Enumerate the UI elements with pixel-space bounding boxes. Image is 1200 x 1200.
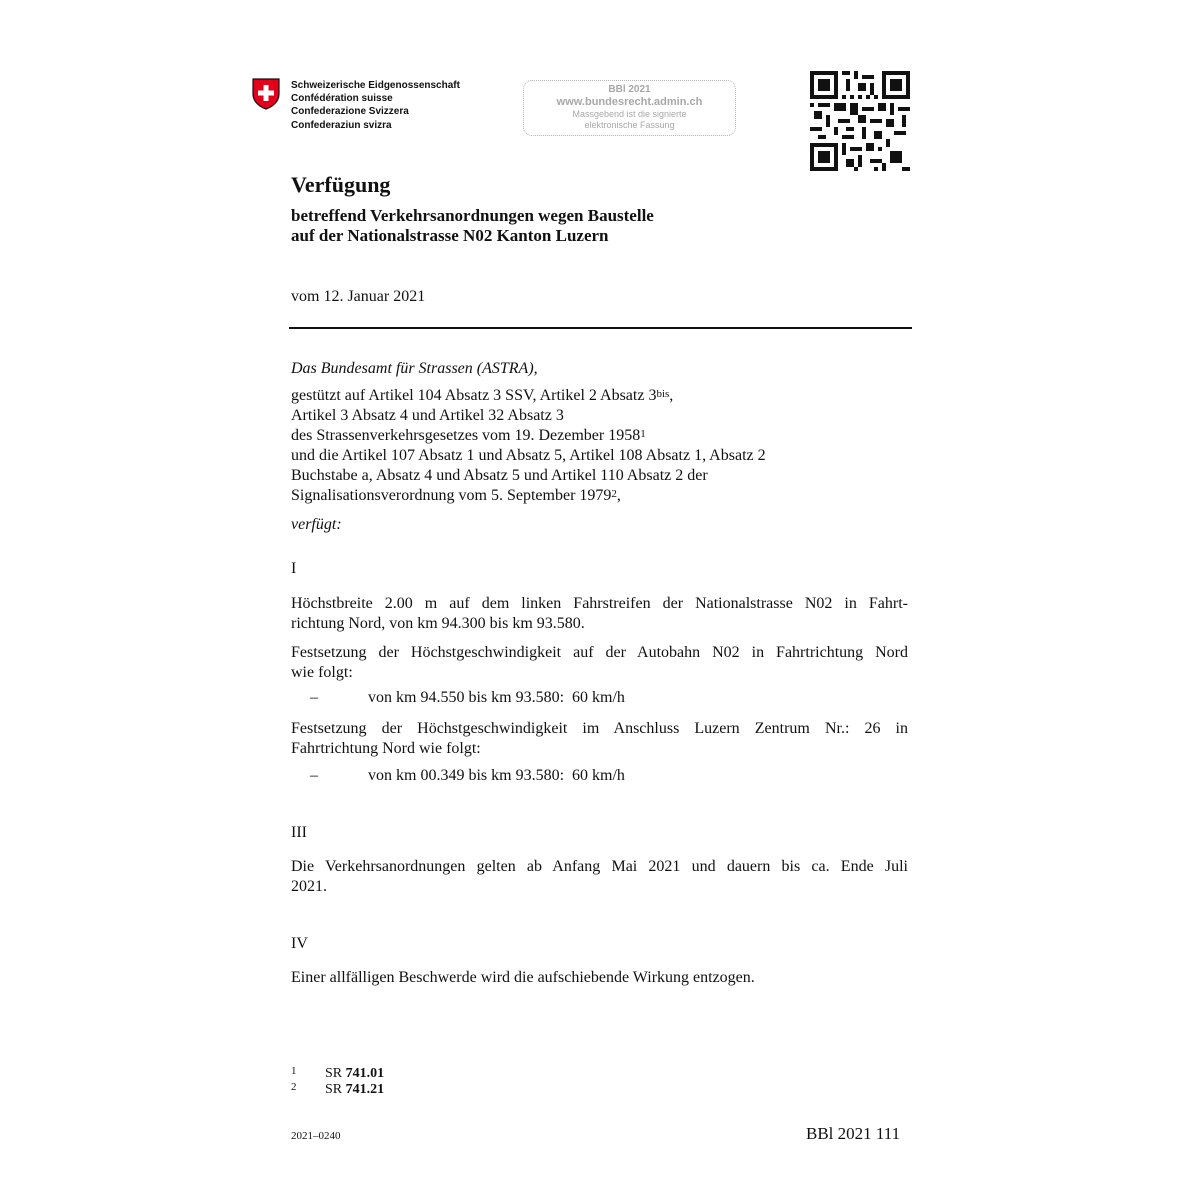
page-reference: BBl 2021 111	[806, 1124, 901, 1143]
footnote-ref-1: 1	[640, 428, 646, 440]
federation-line-de: Schweizerische Eidgenossenschaft	[291, 80, 460, 91]
basis-line-1-comma: ,	[669, 387, 674, 404]
issuing-authority: Das Bundesamt für Strassen (ASTRA),	[291, 360, 538, 377]
footnote-ref: 741.21	[345, 1082, 385, 1097]
publication-stamp	[523, 80, 736, 136]
footnote-text	[325, 1065, 384, 1082]
footnote-text	[325, 1081, 384, 1098]
dash-bullet: –	[310, 689, 318, 706]
basis-line-1-text: gestützt auf Artikel 104 Absatz 3 SSV, Artikel 2 Absatz 3	[291, 387, 657, 404]
footnote-2	[291, 1081, 491, 1098]
section-iv-paragraph: Einer allfälligen Beschwerde wird die aufschiebende Wirkung entzogen.	[291, 969, 755, 986]
federation-line-it: Confederazione Svizzera	[291, 106, 409, 118]
dash-bullet: –	[310, 767, 318, 784]
speed-limit-text-2: von km 00.349 bis km 93.580: 60 km/h	[368, 767, 625, 784]
s1-p3-line-1: Festsetzung der Höchstgeschwindigkeit im Anschluss Luzern Zentrum Nr.: 26 in	[291, 720, 908, 737]
footnote-ref-2: 2	[611, 488, 617, 500]
basis-superscript-bis: bis	[656, 388, 670, 400]
s1-p2-line-1: Festsetzung der Höchstgeschwindigkeit auf der Autobahn N02 in Fahrtrichtung Nord	[291, 644, 908, 661]
subtitle-line-1: betreffend Verkehrsanordnungen wegen Baustelle	[291, 206, 654, 225]
basis-line-6-text: Signalisationsverordnung vom 5. September 1979	[291, 487, 612, 504]
stamp-line-3: Massgebend ist die signierte	[572, 109, 687, 119]
stamp-line-4: elektronische Fassung	[584, 120, 675, 130]
legal-basis	[291, 386, 911, 506]
section-iii-paragraph	[291, 857, 908, 897]
s1-p1-line-2: richtung Nord, von km 94.300 bis km 93.580.	[291, 615, 585, 632]
basis-line-6	[291, 486, 911, 506]
speed-limit-item-2	[310, 767, 710, 787]
s3-line-1: Die Verkehrsanordnungen gelten ab Anfang Mai 2021 und dauern bis ca. Ende Juli	[291, 858, 908, 875]
s1-p3-line-2: Fahrtrichtung Nord wie folgt:	[291, 740, 481, 757]
section-heading-iv: IV	[291, 935, 308, 952]
section-heading-i: I	[291, 560, 297, 577]
basis-line-1	[291, 386, 911, 406]
swiss-coat-of-arms-icon	[252, 78, 280, 110]
s3-line-2: 2021.	[291, 878, 327, 895]
section-i-paragraph-1	[291, 594, 908, 634]
basis-line-3	[291, 426, 911, 446]
footnote-1	[291, 1065, 491, 1082]
federation-line-fr: Confédération suisse	[291, 93, 393, 105]
qr-code-icon	[810, 71, 910, 171]
footnote-number: 2	[291, 1081, 297, 1093]
section-i-paragraph-3	[291, 719, 908, 759]
document-number: 2021–0240	[291, 1130, 341, 1142]
footnote-prefix: SR	[325, 1082, 346, 1097]
section-i-paragraph-2	[291, 643, 908, 683]
stamp-line-1: BBl 2021	[608, 84, 651, 95]
s1-p1-line-1: Höchstbreite 2.00 m auf dem linken Fahrstreifen der Nationalstrasse N02 in Fahrt-	[291, 595, 908, 612]
horizontal-rule	[289, 327, 912, 329]
speed-limit-item-1	[310, 689, 710, 709]
footnote-ref: 741.01	[345, 1066, 385, 1081]
basis-line-6-comma: ,	[616, 487, 621, 504]
basis-line-5: Buchstabe a, Absatz 4 und Absatz 5 und Artikel 110 Absatz 2 der	[291, 467, 708, 484]
document-date: vom 12. Januar 2021	[291, 288, 426, 305]
footnote-number: 1	[291, 1065, 297, 1077]
basis-line-4: und die Artikel 107 Absatz 1 und Absatz 5, Artikel 108 Absatz 1, Absatz 2	[291, 447, 766, 464]
subtitle-line-2: auf der Nationalstrasse N02 Kanton Luzern	[291, 226, 609, 245]
footnote-prefix: SR	[325, 1066, 346, 1081]
basis-line-2: Artikel 3 Absatz 4 und Artikel 32 Absatz 3	[291, 407, 564, 424]
document-title: Verfügung	[291, 172, 391, 197]
federation-name	[291, 79, 460, 132]
basis-line-3-text: des Strassenverkehrsgesetzes vom 19. Dezember 1958	[291, 427, 641, 444]
s1-p2-line-2: wie folgt:	[291, 664, 353, 681]
decrees-label: verfügt:	[291, 516, 342, 533]
document-subtitle	[291, 206, 654, 246]
federation-line-rm: Confederaziun svizra	[291, 119, 392, 131]
stamp-line-2: www.bundesrecht.admin.ch	[556, 96, 703, 108]
speed-limit-text-1: von km 94.550 bis km 93.580: 60 km/h	[368, 689, 625, 706]
section-heading-iii: III	[291, 824, 307, 841]
